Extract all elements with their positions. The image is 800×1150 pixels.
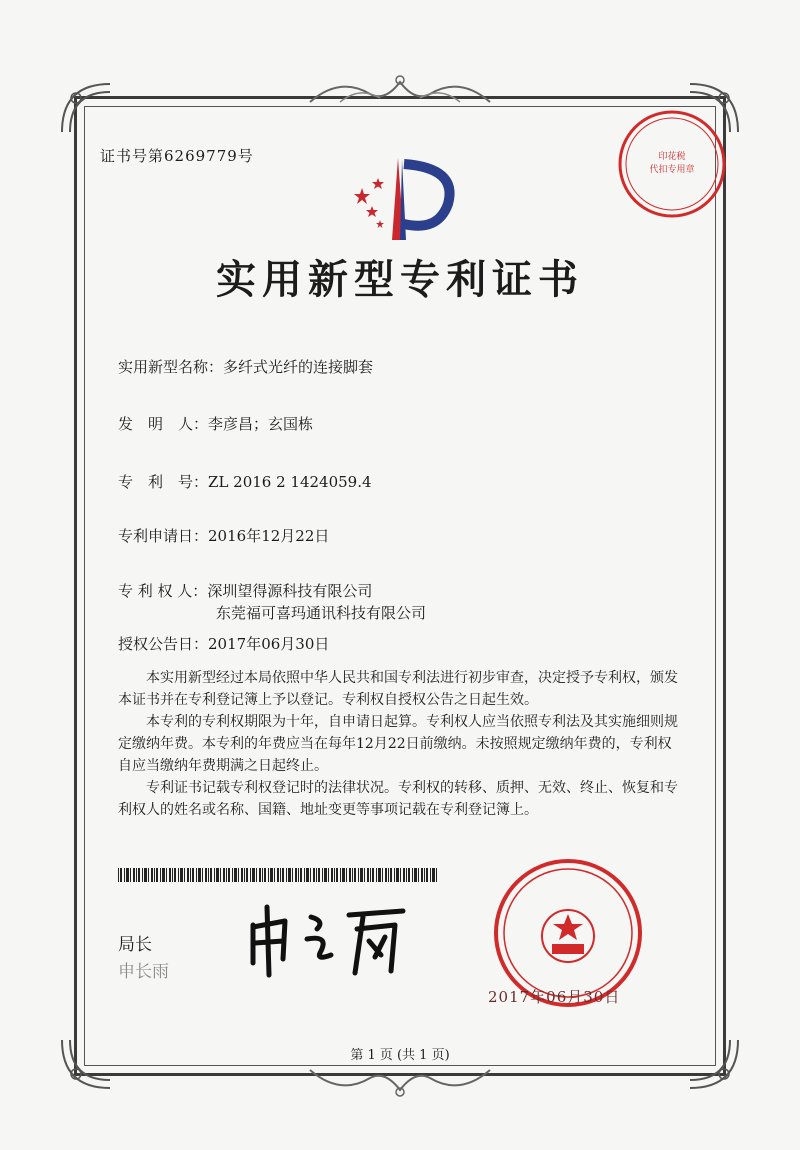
svg-text:代扣专用章: 代扣专用章: [649, 165, 695, 175]
application-date-label: 专利申请日：: [118, 527, 209, 545]
utility-model-name-row: [118, 356, 373, 377]
body-paragraph: 本专利的专利权期限为十年，自申请日起算。专利权人应当依照专利法及其实施细则规定缴纳年费。本专利的年费应当在每年12月22日前缴纳。未按照规定缴纳年费的，专利权自应当缴纳年费期满之日起终止。: [118, 714, 678, 774]
barcode-icon: [118, 868, 440, 882]
certificate-number: 证书号第6269779号: [100, 147, 254, 165]
seal-date: 2017年06月30日: [488, 988, 621, 1006]
corner-ornament-bl-icon: [56, 1034, 116, 1094]
svg-text:印花税: 印花税: [658, 152, 686, 162]
patent-number-value: ZL 2016 2 1424059.4: [208, 473, 372, 491]
director-name: 申长雨: [118, 962, 169, 982]
application-date-value: 2016年12月22日: [208, 527, 330, 545]
inventor-value: 李彦昌；玄国栋: [208, 415, 314, 433]
utility-model-name-value: 多纤式光纤的连接脚套: [223, 358, 374, 376]
application-date-row: [118, 525, 329, 546]
director-label: 局长: [118, 935, 152, 955]
grant-date-label: 授权公告日：: [118, 635, 209, 653]
director-signature-icon: [245, 895, 410, 980]
grant-date-value: 2017年06月30日: [208, 635, 330, 653]
certificate-title: 实用新型专利证书: [216, 256, 584, 303]
patent-number-row: [118, 471, 372, 492]
patentee-value-1: 深圳望得源科技有限公司: [207, 582, 373, 600]
page-number: 第 1 页 (共 1 页): [350, 1048, 450, 1063]
patent-office-logo-icon: [340, 150, 470, 245]
patentee-value-2: 东莞福可喜玛通讯科技有限公司: [216, 604, 427, 622]
patent-number-label: 专 利 号：: [118, 473, 209, 491]
patentee-row: [118, 580, 372, 601]
inventor-label: 发 明 人：: [118, 415, 209, 433]
body-paragraph: 专利证书记载专利权登记时的法律状况。专利权的转移、质押、无效、终止、恢复和专利权人的姓名或名称、国籍、地址变更等事项记载在专利登记簿上。: [118, 780, 678, 818]
corner-ornament-br-icon: [684, 1034, 744, 1094]
top-ornament-icon: [300, 72, 500, 108]
patentee-label: 专 利 权 人：: [118, 582, 208, 600]
bottom-ornament-icon: [300, 1064, 500, 1100]
inventor-row: [118, 413, 313, 434]
body-paragraph: 本实用新型经过本局依照中华人民共和国专利法进行初步审查，决定授予专利权，颁发本证书并在专利登记簿上予以登记。专利权自授权公告之日起生效。: [118, 670, 678, 708]
grant-date-row: [118, 633, 329, 654]
corner-ornament-tl-icon: [56, 78, 116, 138]
agency-seal-icon: [612, 104, 732, 224]
utility-model-name-label: 实用新型名称：: [118, 358, 224, 376]
